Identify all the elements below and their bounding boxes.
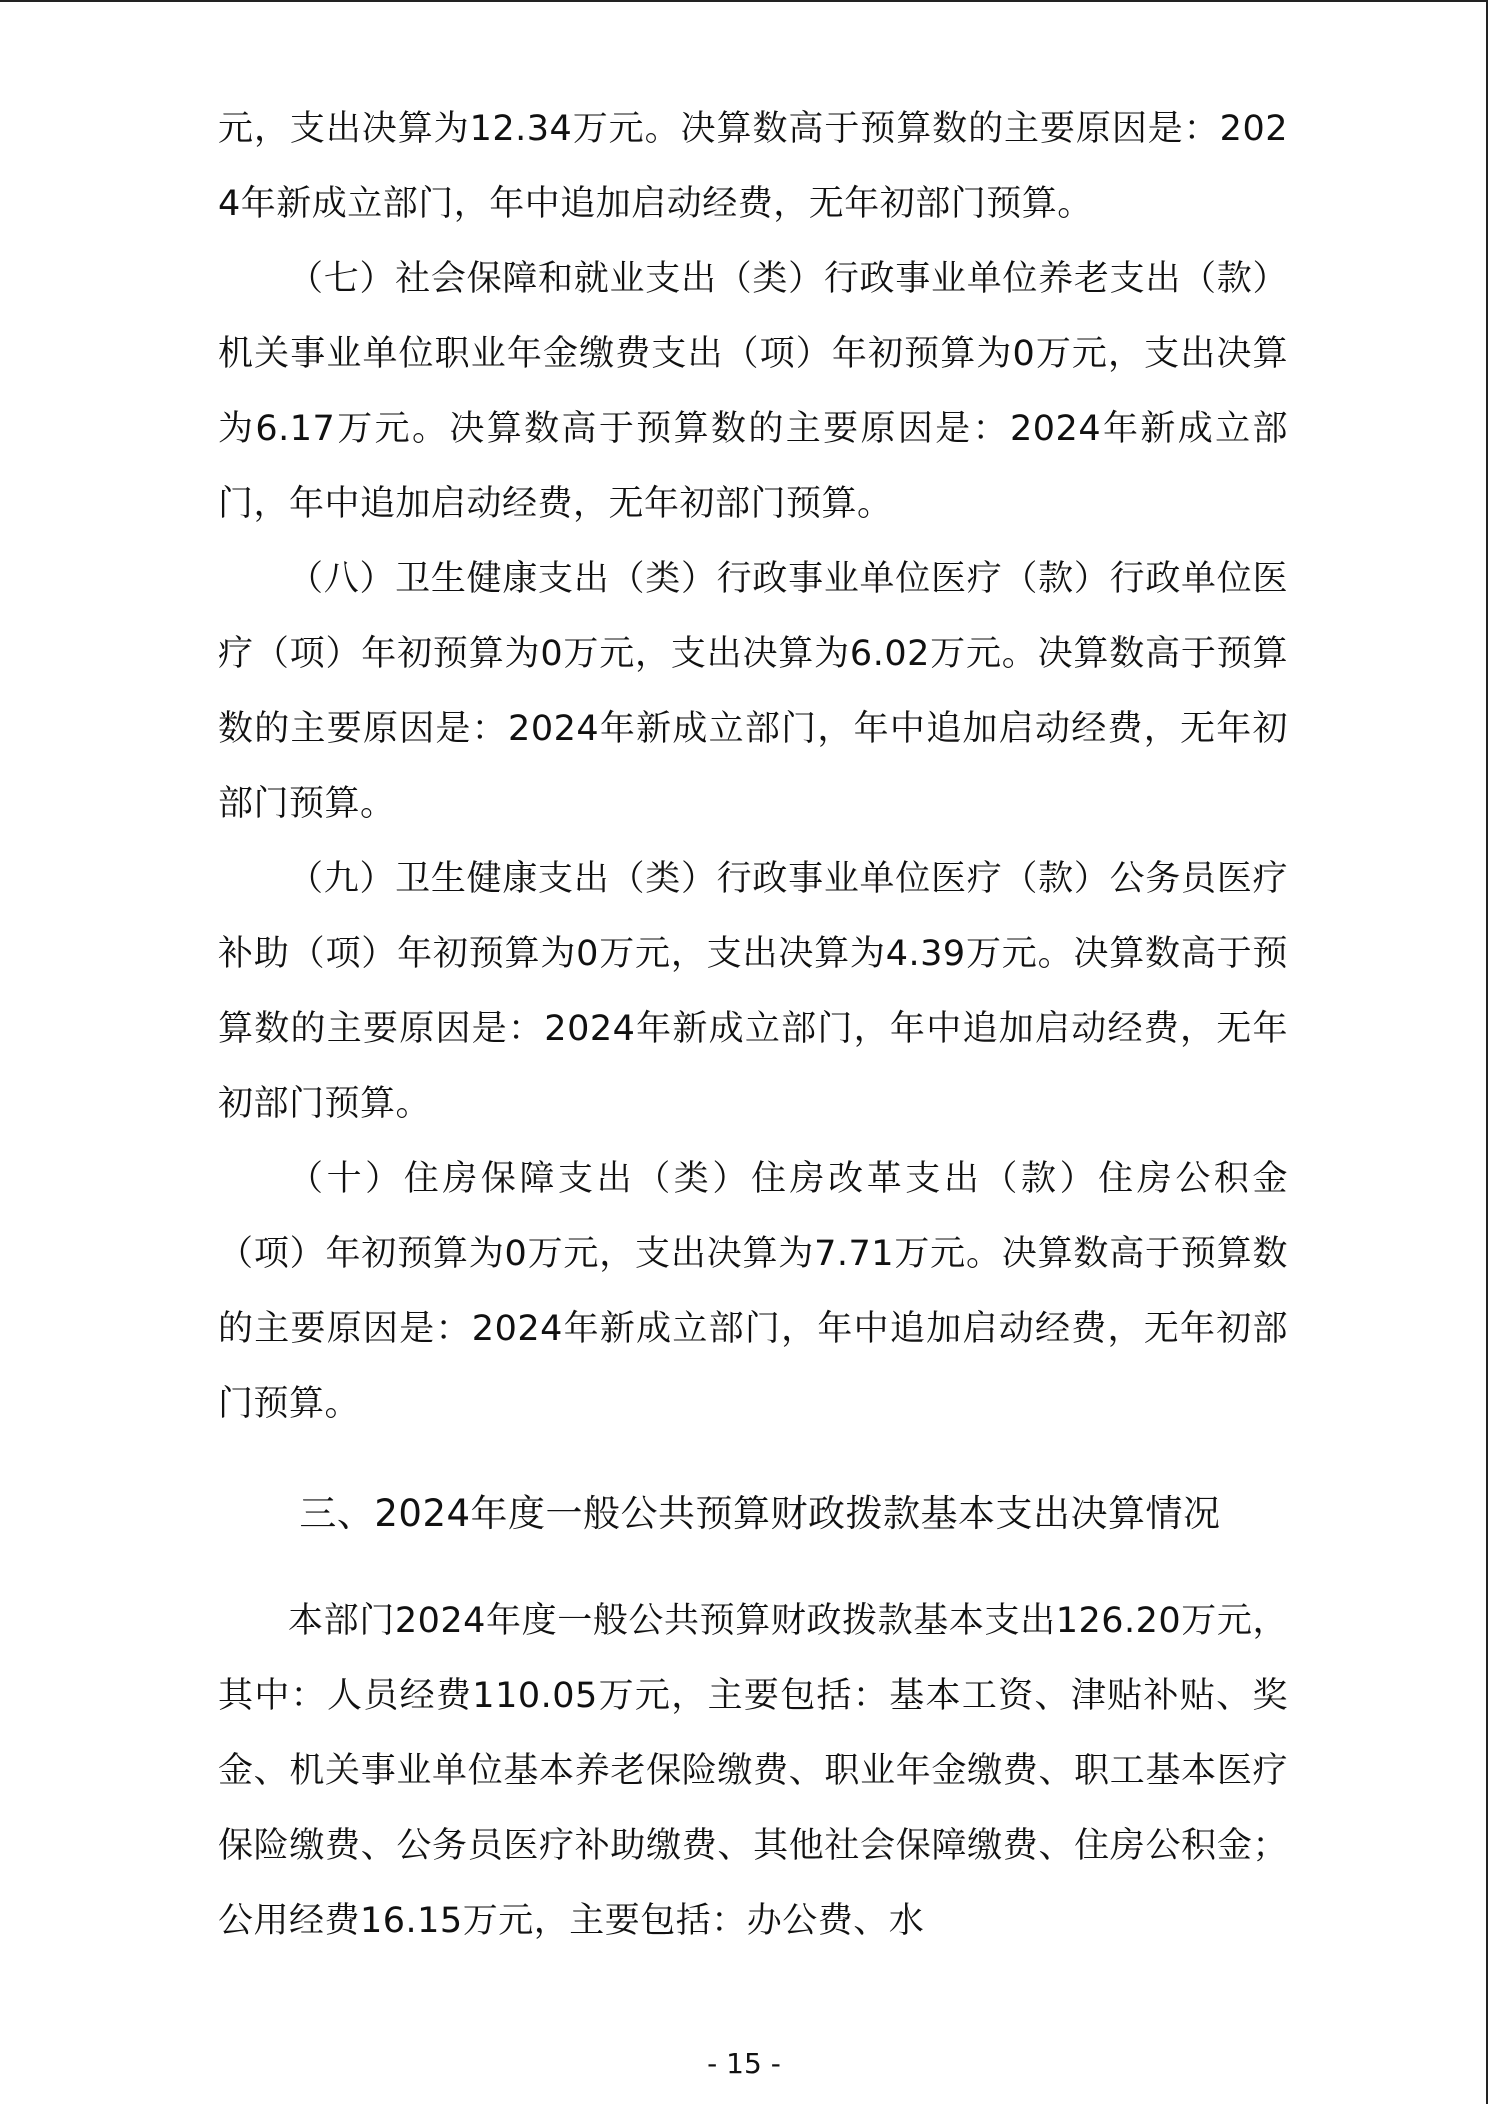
section-heading: 三、2024年度一般公共预算财政拨款基本支出决算情况 xyxy=(299,1492,1221,1535)
page-number: - 15 - xyxy=(707,2047,781,2080)
section-body-paragraph: 本部门2024年度一般公共预算财政拨款基本支出126.20万元，其中：人员经费110.05万元，主要包括：基本工资、津贴补贴、奖金、机关事业单位基本养老保险缴费、职业年金缴费、职工基本医疗保险缴费、公务员医疗补助缴费、其他社会保障缴费、住房公积金；公用经费16.15万元，主要包括：办公费、水 xyxy=(218,1601,1288,1941)
item-7-paragraph: （七）社会保障和就业支出（类）行政事业单位养老支出（款）机关事业单位职业年金缴费支出（项）年初预算为0万元，支出决算为6.17万元。决算数高于预算数的主要原因是：2024年新成立部门，年中追加启动经费，无年初部门预算。 xyxy=(218,259,1288,524)
item-10-paragraph: （十）住房保障支出（类）住房改革支出（款）住房公积金（项）年初预算为0万元，支出决算为7.71万元。决算数高于预算数的主要原因是：2024年新成立部门，年中追加启动经费，无年初部门预算。 xyxy=(218,1159,1288,1424)
document-body xyxy=(218,92,1288,1959)
item-8-paragraph: （八）卫生健康支出（类）行政事业单位医疗（款）行政单位医疗（项）年初预算为0万元，支出决算为6.02万元。决算数高于预算数的主要原因是：2024年新成立部门，年中追加启动经费，无年初部门预算。 xyxy=(218,559,1288,824)
item-9-paragraph: （九）卫生健康支出（类）行政事业单位医疗（款）公务员医疗补助（项）年初预算为0万元，支出决算为4.39万元。决算数高于预算数的主要原因是：2024年新成立部门，年中追加启动经费，无年初部门预算。 xyxy=(218,859,1288,1124)
continuation-paragraph: 元，支出决算为12.34万元。决算数高于预算数的主要原因是：2024年新成立部门，年中追加启动经费，无年初部门预算。 xyxy=(218,109,1288,224)
